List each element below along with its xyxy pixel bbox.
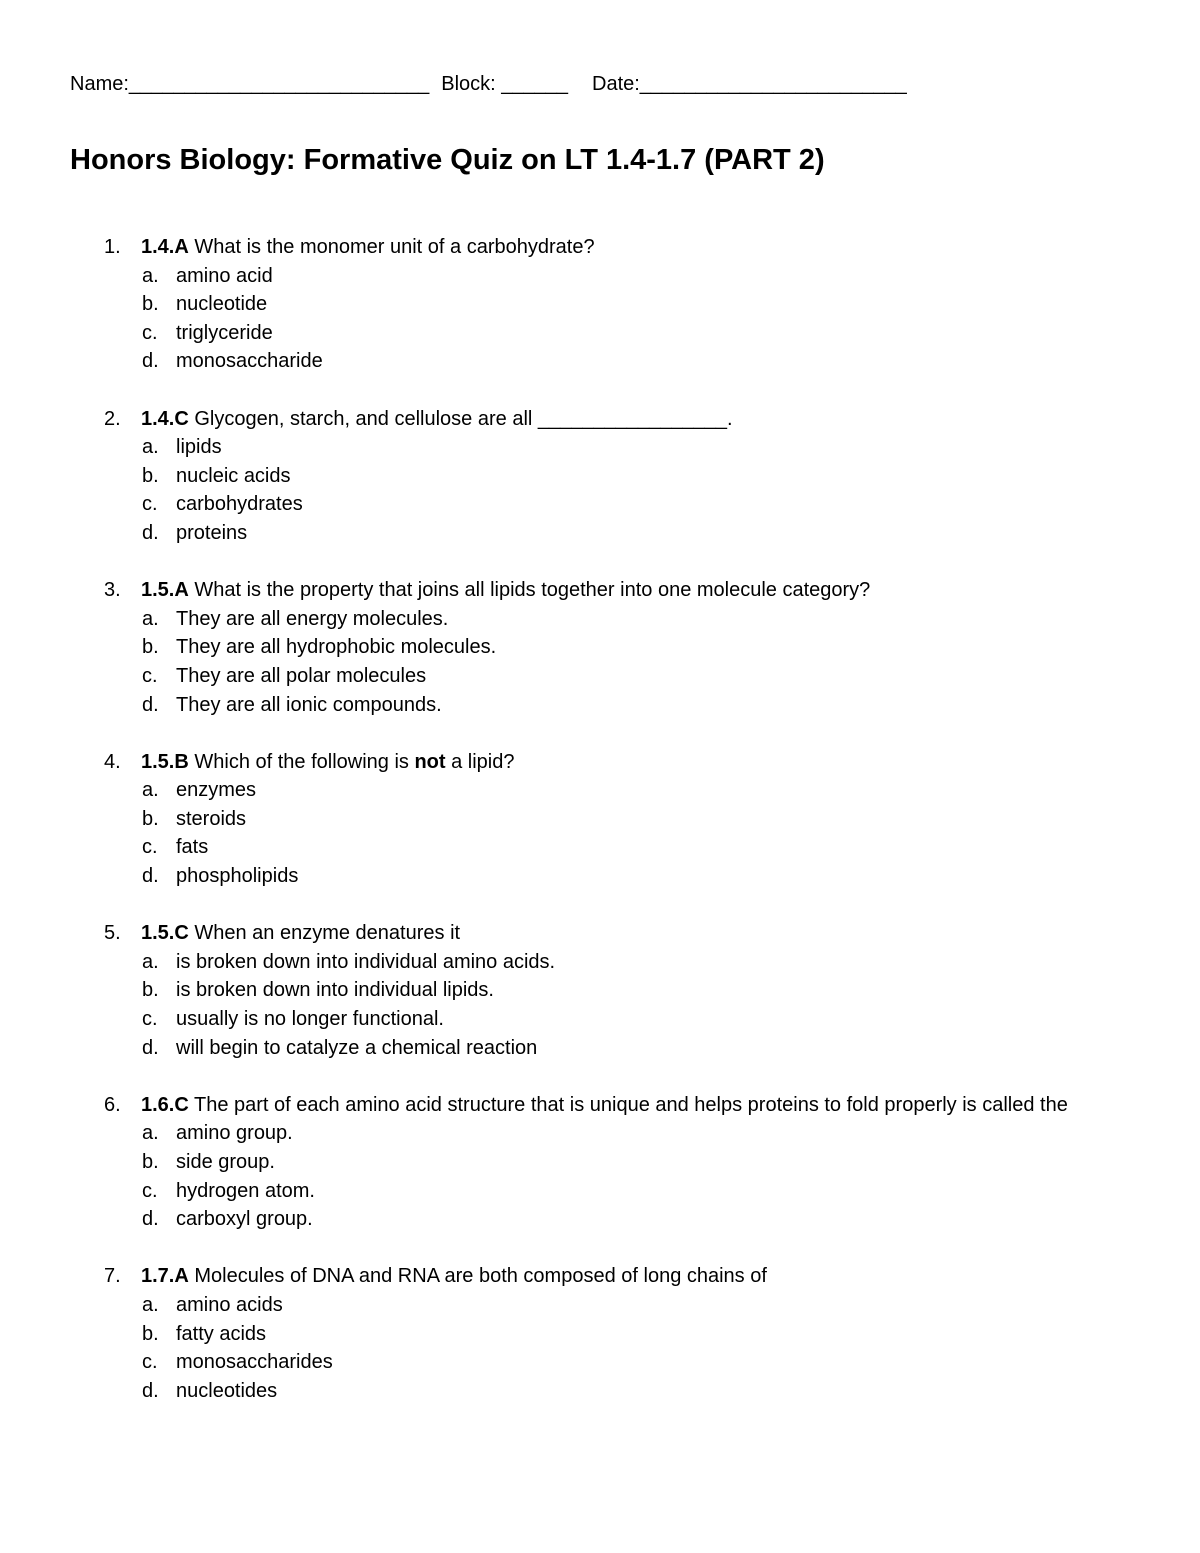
choice-letter: d.	[142, 865, 159, 888]
choice-letter: d.	[142, 350, 159, 373]
choice-letter: a.	[142, 1122, 159, 1145]
answer-choice[interactable]	[0, 1177, 1200, 1206]
choice-text: steroids	[176, 807, 247, 830]
choice-text: is broken down into individual amino acids.	[176, 950, 556, 973]
answer-choice[interactable]	[0, 1205, 1200, 1234]
answer-choice[interactable]	[0, 490, 1200, 519]
name-field-label[interactable]: Name:___________________________	[70, 73, 430, 95]
choice-text: will begin to catalyze a chemical reaction	[176, 1036, 538, 1059]
page-title: Honors Biology: Formative Quiz on LT 1.4-1.7 (PART 2)	[70, 144, 825, 176]
answer-choice[interactable]	[0, 462, 1200, 491]
answer-choice[interactable]	[0, 1034, 1200, 1063]
choice-letter: b.	[142, 1151, 159, 1173]
choice-letter: b.	[142, 807, 159, 830]
choice-text: lipids	[176, 436, 222, 459]
choice-text: They are all energy molecules.	[176, 607, 449, 630]
choice-text: carboxyl group.	[176, 1208, 313, 1231]
answer-choice[interactable]	[0, 862, 1200, 891]
choice-letter: b.	[142, 636, 159, 659]
choice-letter: d.	[142, 1208, 159, 1231]
question-text-part: The part of each amino acid structure that is unique and helps proteins to fold properly is called the	[188, 1093, 1068, 1116]
choice-letter: c.	[142, 1008, 158, 1031]
question-text-part: What is the property that joins all lipids together into one molecule category?	[188, 579, 871, 602]
question-emphasis: not	[414, 750, 446, 773]
choice-text: side group.	[176, 1151, 275, 1173]
question-number: 3.	[104, 579, 121, 602]
choice-letter: c.	[142, 1351, 158, 1374]
question-number: 4.	[104, 750, 121, 773]
choice-text: triglyceride	[176, 321, 273, 344]
block-field-label[interactable]: Block: ______	[441, 73, 568, 95]
choice-letter: c.	[142, 1179, 158, 1202]
answer-choice[interactable]	[0, 1119, 1200, 1148]
question-text	[141, 236, 595, 258]
learning-target-code: 1.5.C	[141, 922, 189, 945]
question-text-part: Glycogen, starch, and cellulose are all _________________.	[188, 407, 733, 430]
choice-text: monosaccharide	[176, 350, 323, 373]
question-text-part: Molecules of DNA and RNA are both composed of long chains of	[188, 1265, 767, 1288]
answer-choice[interactable]	[0, 319, 1200, 348]
choice-text: phospholipids	[176, 865, 299, 888]
choice-letter: c.	[142, 493, 158, 516]
question-text-part: a lipid?	[445, 750, 515, 773]
question-list	[0, 233, 1200, 1434]
choice-letter: a.	[142, 607, 159, 630]
question-stem	[0, 748, 1200, 777]
learning-target-code: 1.4.A	[141, 236, 189, 258]
choice-letter: c.	[142, 321, 158, 344]
answer-choice[interactable]	[0, 948, 1200, 977]
choice-letter: b.	[142, 464, 159, 487]
answer-choice[interactable]	[0, 833, 1200, 862]
answer-choice[interactable]	[0, 433, 1200, 462]
learning-target-code: 1.6.C	[141, 1093, 189, 1116]
choice-text: is broken down into individual lipids.	[176, 979, 494, 1002]
answer-choice[interactable]	[0, 633, 1200, 662]
question-text	[141, 1094, 1068, 1116]
choice-letter: a.	[142, 264, 159, 287]
answer-choice[interactable]	[0, 1377, 1200, 1406]
answer-choice[interactable]	[0, 1005, 1200, 1034]
question-text	[141, 579, 870, 601]
learning-target-code: 1.5.B	[141, 750, 189, 773]
question-stem	[0, 919, 1200, 948]
choice-letter: b.	[142, 1322, 159, 1345]
answer-choice[interactable]	[0, 290, 1200, 319]
question-item	[0, 1262, 1200, 1405]
answer-choice[interactable]	[0, 262, 1200, 291]
choice-letter: b.	[142, 293, 159, 316]
answer-choice[interactable]	[0, 519, 1200, 548]
question-text-part: Which of the following is	[188, 750, 415, 773]
question-text-part: What is the monomer unit of a carbohydrate?	[188, 236, 595, 258]
question-number: 1.	[104, 236, 121, 258]
choice-text: monosaccharides	[176, 1351, 333, 1374]
question-stem	[0, 1091, 1200, 1120]
question-item	[0, 1091, 1200, 1234]
choice-letter: c.	[142, 836, 158, 859]
choice-text: They are all hydrophobic molecules.	[176, 636, 497, 659]
choice-text: They are all ionic compounds.	[176, 693, 442, 716]
choice-letter: b.	[142, 979, 159, 1002]
question-number: 7.	[104, 1265, 121, 1288]
choice-text: enzymes	[176, 779, 257, 802]
choice-letter: d.	[142, 1036, 159, 1059]
date-field-label[interactable]: Date:________________________	[592, 73, 907, 95]
question-item	[0, 405, 1200, 548]
choice-text: amino acid	[176, 264, 273, 287]
learning-target-code: 1.5.A	[141, 579, 189, 602]
answer-choice[interactable]	[0, 805, 1200, 834]
choice-text: They are all polar molecules	[176, 664, 427, 687]
question-number: 5.	[104, 922, 121, 945]
choice-text: nucleotide	[176, 293, 268, 316]
student-info-line	[70, 70, 907, 98]
answer-choice[interactable]	[0, 776, 1200, 805]
choice-letter: d.	[142, 1379, 159, 1402]
question-number: 6.	[104, 1093, 121, 1116]
choice-letter: a.	[142, 436, 159, 459]
answer-choice[interactable]	[0, 662, 1200, 691]
choice-text: usually is no longer functional.	[176, 1008, 444, 1031]
answer-choice[interactable]	[0, 976, 1200, 1005]
choice-letter: a.	[142, 779, 159, 802]
question-text	[141, 1265, 767, 1287]
question-number: 2.	[104, 407, 121, 430]
question-stem	[0, 576, 1200, 605]
question-stem	[0, 405, 1200, 434]
choice-text: proteins	[176, 521, 248, 544]
answer-choice[interactable]	[0, 691, 1200, 720]
answer-choice[interactable]	[0, 605, 1200, 634]
answer-choice[interactable]	[0, 1291, 1200, 1320]
choice-text: carbohydrates	[176, 493, 303, 516]
choice-text: nucleic acids	[176, 464, 291, 487]
choice-letter: d.	[142, 693, 159, 716]
question-item	[0, 919, 1200, 1062]
question-stem	[0, 1262, 1200, 1291]
question-text	[141, 408, 733, 430]
answer-choice[interactable]	[0, 1148, 1200, 1177]
learning-target-code: 1.4.C	[141, 407, 189, 430]
question-stem	[0, 233, 1200, 262]
question-item	[0, 576, 1200, 719]
choice-text: fats	[176, 836, 209, 859]
question-text	[141, 922, 460, 944]
choice-text: amino acids	[176, 1293, 283, 1316]
choice-letter: c.	[142, 664, 158, 687]
question-text-part: When an enzyme denatures it	[188, 922, 461, 945]
answer-choice[interactable]	[0, 1320, 1200, 1349]
question-item	[0, 233, 1200, 376]
choice-text: amino group.	[176, 1122, 293, 1145]
choice-letter: d.	[142, 521, 159, 544]
question-item	[0, 748, 1200, 891]
choice-letter: a.	[142, 1293, 159, 1316]
question-text	[141, 751, 515, 773]
answer-choice[interactable]	[0, 347, 1200, 376]
choice-letter: a.	[142, 950, 159, 973]
learning-target-code: 1.7.A	[141, 1265, 189, 1288]
choice-text: hydrogen atom.	[176, 1179, 315, 1202]
choice-text: fatty acids	[176, 1322, 267, 1345]
answer-choice[interactable]	[0, 1348, 1200, 1377]
choice-text: nucleotides	[176, 1379, 278, 1402]
